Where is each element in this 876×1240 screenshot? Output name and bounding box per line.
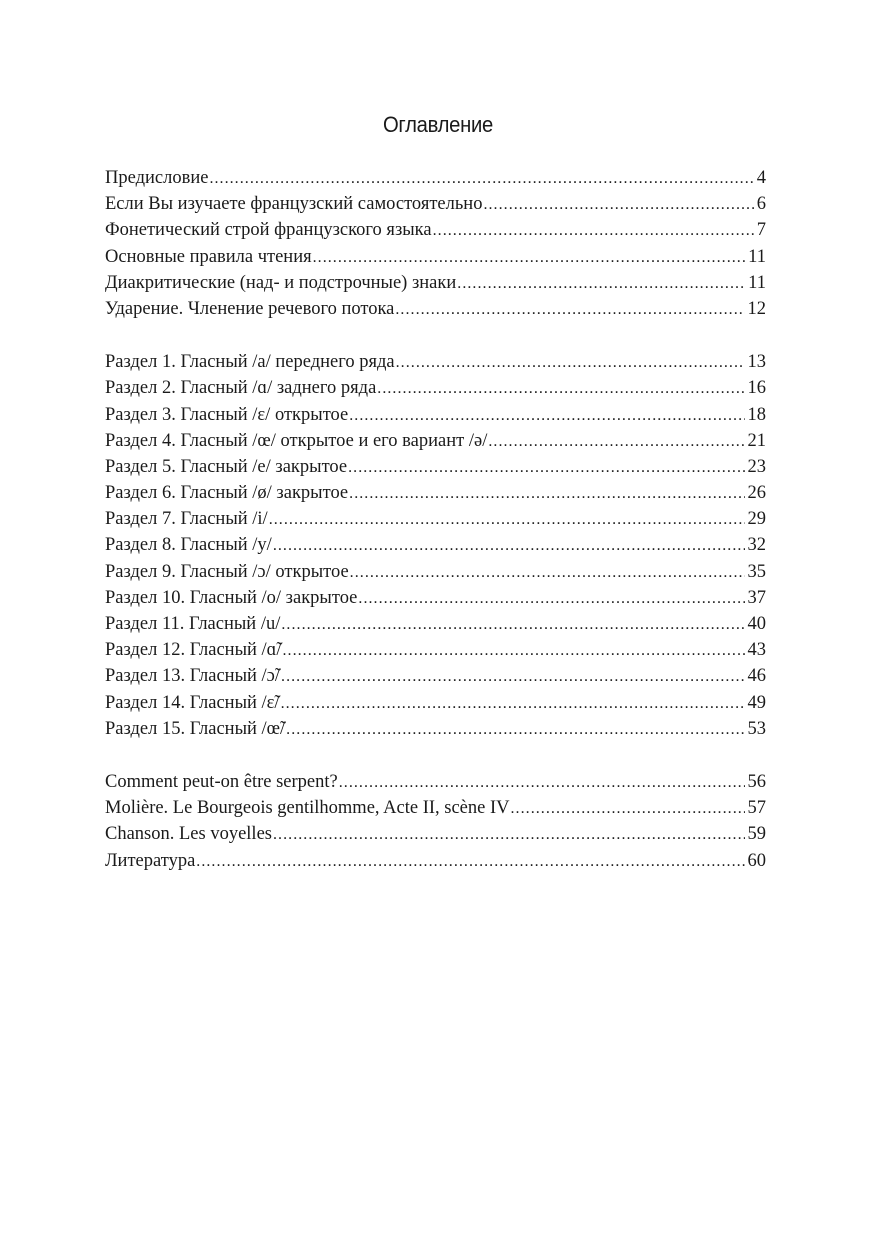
dot-leader xyxy=(273,822,745,847)
toc-entry[interactable] xyxy=(105,611,766,637)
toc-entry[interactable] xyxy=(105,454,766,480)
dot-leader xyxy=(282,638,744,663)
toc-entry-page-number: 57 xyxy=(747,798,766,819)
toc-entry-title: Диакритические (над- и подстрочные) знаки xyxy=(105,272,457,293)
toc-entry-title: Раздел 13. Гласный /ɔ̃/ xyxy=(105,666,281,687)
toc-entry[interactable] xyxy=(105,848,766,874)
dot-leader xyxy=(349,403,744,428)
toc-entry[interactable] xyxy=(105,402,766,428)
toc-entry-title: Раздел 5. Гласный /e/ закрытое xyxy=(105,456,348,477)
toc-entry-page-number: 60 xyxy=(747,850,766,871)
dot-leader xyxy=(313,245,746,270)
toc-entry-page-number: 7 xyxy=(756,220,766,241)
toc-entry[interactable] xyxy=(105,244,766,270)
dot-leader xyxy=(433,218,754,243)
table-of-contents xyxy=(105,165,766,874)
toc-entry-page-number: 23 xyxy=(747,456,766,477)
toc-entry-title: Раздел 2. Гласный /ɑ/ заднего ряда xyxy=(105,378,377,399)
toc-entry[interactable] xyxy=(105,506,766,532)
dot-leader xyxy=(358,586,744,611)
dot-leader xyxy=(483,192,753,217)
page-title: Оглавление xyxy=(382,112,494,137)
dot-leader xyxy=(348,455,744,480)
toc-entry-title: Раздел 14. Гласный /ɛ̃/ xyxy=(105,692,280,713)
toc-entry-page-number: 26 xyxy=(747,483,766,504)
dot-leader xyxy=(395,297,744,322)
section-gap xyxy=(105,742,766,769)
toc-entry[interactable] xyxy=(105,296,766,322)
toc-entry-page-number: 53 xyxy=(747,718,766,739)
toc-entry-title: Chanson. Les voyelles xyxy=(105,824,272,845)
toc-entry-page-number: 11 xyxy=(748,272,766,293)
toc-entry[interactable] xyxy=(105,821,766,847)
toc-entry-page-number: 59 xyxy=(747,824,766,845)
dot-leader xyxy=(281,664,744,689)
toc-entry-title: Раздел 1. Гласный /a/ переднего ряда xyxy=(105,352,395,373)
toc-entry-title: Раздел 12. Гласный /ɑ̃/ xyxy=(105,640,282,661)
dot-leader xyxy=(209,166,753,191)
toc-entry[interactable] xyxy=(105,428,766,454)
dot-leader xyxy=(339,770,745,795)
toc-entry-title: Фонетический строй французского языка xyxy=(105,220,432,241)
toc-entry[interactable] xyxy=(105,769,766,795)
dot-leader xyxy=(377,376,744,401)
toc-entry[interactable] xyxy=(105,637,766,663)
toc-entry-page-number: 32 xyxy=(747,535,766,556)
toc-entry-title: Раздел 7. Гласный /i/ xyxy=(105,509,268,530)
toc-entry[interactable] xyxy=(105,795,766,821)
toc-entry[interactable] xyxy=(105,716,766,742)
toc-entry-page-number: 13 xyxy=(747,352,766,373)
toc-entry[interactable] xyxy=(105,217,766,243)
dot-leader xyxy=(511,796,745,821)
toc-entry[interactable] xyxy=(105,663,766,689)
toc-entry-title: Раздел 4. Гласный /œ/ открытое и его вариант /ə/ xyxy=(105,430,488,451)
toc-entry-title: Основные правила чтения xyxy=(105,246,312,267)
toc-entry-title: Раздел 10. Гласный /o/ закрытое xyxy=(105,587,358,608)
toc-entry[interactable] xyxy=(105,270,766,296)
toc-entry-page-number: 16 xyxy=(747,378,766,399)
toc-entry-title: Раздел 8. Гласный /y/ xyxy=(105,535,272,556)
dot-leader xyxy=(281,612,744,637)
dot-leader xyxy=(273,533,745,558)
toc-entry[interactable] xyxy=(105,349,766,375)
toc-entry-page-number: 29 xyxy=(747,509,766,530)
dot-leader xyxy=(286,717,744,742)
dot-leader xyxy=(269,507,745,532)
toc-entry-title: Раздел 11. Гласный /u/ xyxy=(105,614,281,634)
toc-entry-title: Раздел 15. Гласный /œ̃/ xyxy=(105,718,286,739)
toc-entry[interactable] xyxy=(105,585,766,611)
toc-entry-page-number: 46 xyxy=(747,666,766,687)
toc-entry[interactable] xyxy=(105,690,766,716)
toc-entry[interactable] xyxy=(105,559,766,585)
toc-entry-page-number: 12 xyxy=(747,298,766,319)
toc-entry-title: Раздел 6. Гласный /ø/ закрытое xyxy=(105,483,349,504)
toc-entry[interactable] xyxy=(105,480,766,506)
toc-entry-page-number: 49 xyxy=(747,692,766,713)
toc-entry-page-number: 35 xyxy=(747,561,766,582)
toc-entry-title: Раздел 9. Гласный /ɔ/ открытое xyxy=(105,561,349,582)
toc-entry-title: Molière. Le Bourgeois gentilhomme, Acte II, scène IV xyxy=(105,798,510,819)
toc-entry[interactable] xyxy=(105,165,766,191)
toc-entry-page-number: 11 xyxy=(748,246,766,267)
toc-entry[interactable] xyxy=(105,375,766,401)
toc-entry-page-number: 43 xyxy=(747,640,766,661)
toc-entry-page-number: 18 xyxy=(747,404,766,425)
toc-entry-title: Comment peut-on être serpent? xyxy=(105,771,338,792)
toc-entry-page-number: 21 xyxy=(747,430,766,451)
toc-entry-page-number: 4 xyxy=(756,168,766,188)
dot-leader xyxy=(350,560,745,585)
toc-entry[interactable] xyxy=(105,191,766,217)
toc-entry-title: Литература xyxy=(105,850,196,871)
toc-entry-page-number: 37 xyxy=(747,587,766,608)
dot-leader xyxy=(488,429,744,454)
dot-leader xyxy=(281,691,745,716)
toc-entry-title: Раздел 3. Гласный /ɛ/ открытое xyxy=(105,404,349,425)
toc-entry-title: Предисловие xyxy=(105,168,209,188)
toc-entry-title: Если Вы изучаете французский самостоятельно xyxy=(105,194,483,215)
dot-leader xyxy=(349,481,744,506)
toc-entry-page-number: 6 xyxy=(756,194,766,215)
dot-leader xyxy=(396,350,745,375)
section-gap xyxy=(105,322,766,349)
toc-entry[interactable] xyxy=(105,532,766,558)
dot-leader xyxy=(457,271,745,296)
dot-leader xyxy=(196,849,744,874)
toc-entry-title: Ударение. Членение речевого потока xyxy=(105,298,395,319)
toc-entry-page-number: 56 xyxy=(747,771,766,792)
toc-entry-page-number: 40 xyxy=(747,614,766,634)
